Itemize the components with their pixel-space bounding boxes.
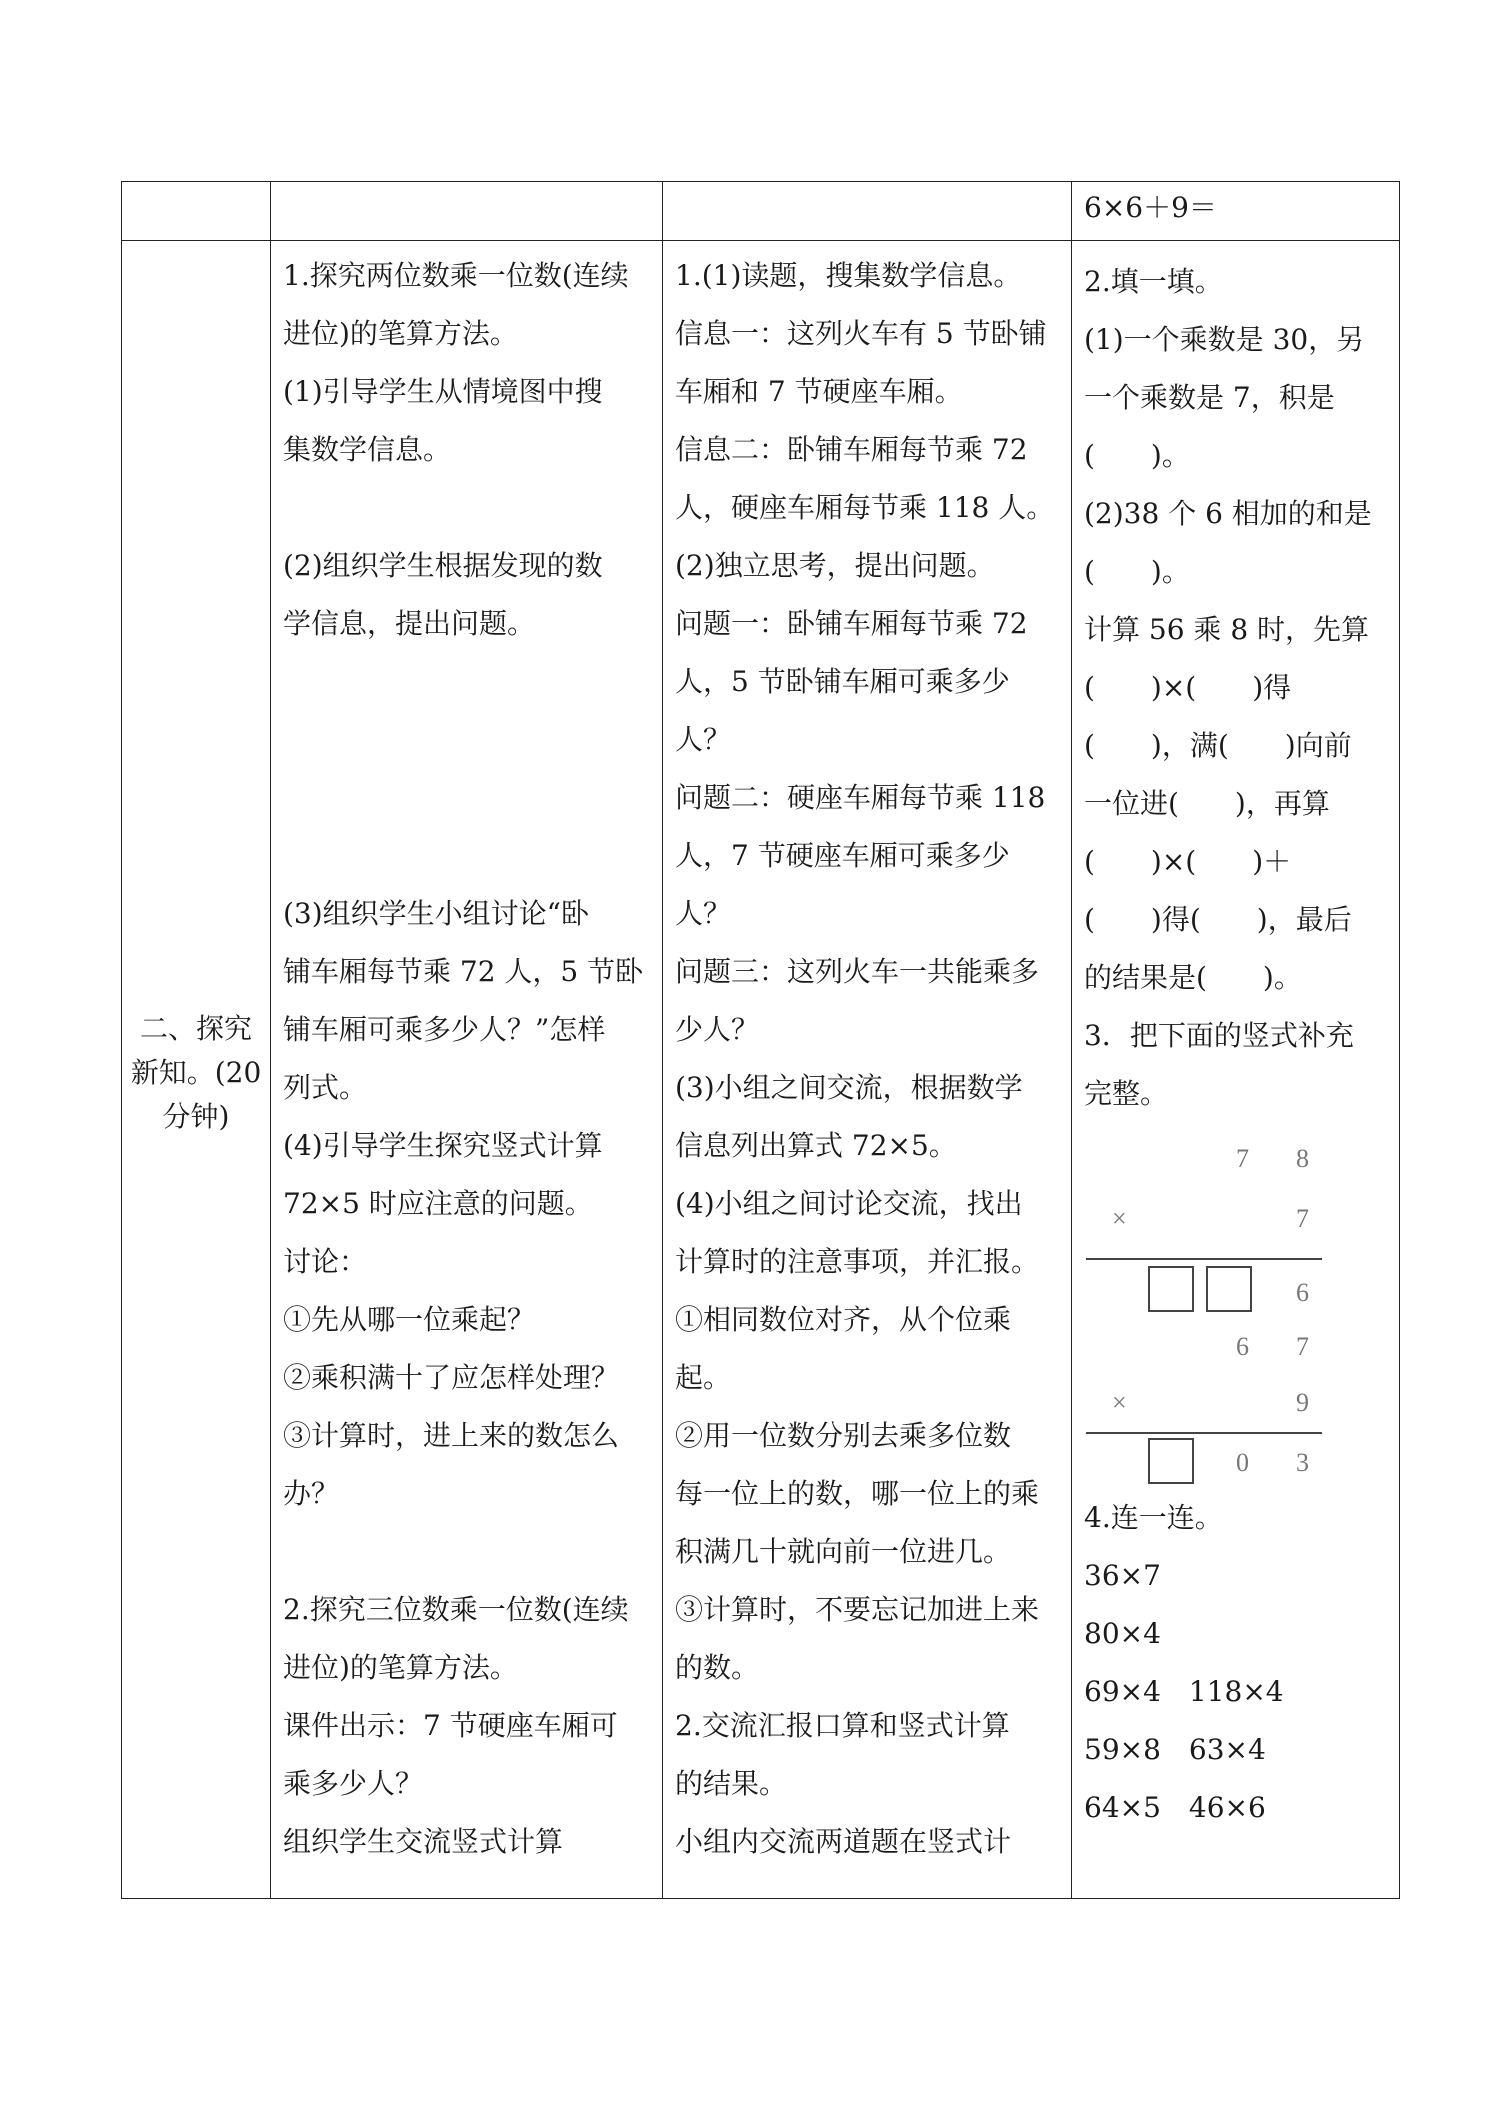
student-line: 起。 [675,1361,732,1394]
teacher-line: ③计算时，进上来的数怎么 [283,1419,620,1452]
student-line: 1.(1)读题，搜集数学信息。 [675,259,1022,292]
v2-digit: 6 [1236,1332,1249,1361]
student-line: 积满几十就向前一位进几。 [675,1535,1012,1568]
stage-cell [122,241,271,1899]
student-line: 2.交流汇报口算和竖式计算 [675,1709,1010,1742]
teacher-activity-cell [271,241,663,1899]
practice-line: 64×5 46×6 [1084,1791,1266,1824]
teacher-line: (4)引导学生探究竖式计算 [283,1129,603,1162]
student-line: 车厢和 7 节硬座车厢。 [675,375,963,408]
stage-line: 新知。(20 [130,1056,262,1089]
v2-op: × [1112,1388,1127,1417]
student-line: 信息列出算式 72×5。 [675,1129,957,1162]
stage-label [122,1007,270,1139]
teacher-line: 铺车厢可乘多少人？”怎样 [283,1013,606,1046]
table-row [122,241,1400,1899]
answer-box[interactable] [1207,1267,1251,1311]
student-line: 的数。 [675,1651,760,1684]
top-practice-cell [1072,182,1400,241]
practice-line: ( )。 [1084,439,1190,472]
student-line: (4)小组之间讨论交流，找出 [675,1187,1023,1220]
student-activity-cell [663,241,1072,1899]
v1-digit: 8 [1296,1144,1309,1173]
student-line: 小组内交流两道题在竖式计 [675,1825,1012,1858]
practice-line: (2)38 个 6 相加的和是 [1084,497,1372,530]
teacher-line: 组织学生交流竖式计算 [283,1825,564,1858]
practice-line: ( )×( )＋ [1084,845,1292,878]
teacher-line: 讨论： [283,1245,368,1278]
lesson-table [121,181,1400,1899]
teacher-line: ②乘积满十了应怎样处理？ [283,1361,620,1394]
practice-line: 计算 56 乘 8 时，先算 [1084,613,1370,646]
teacher-line: 办？ [283,1477,340,1510]
teacher-line: 乘多少人？ [283,1767,424,1800]
v1-op: × [1112,1204,1127,1233]
student-line: (3)小组之间交流，根据数学 [675,1071,1023,1104]
student-line: 人？ [675,897,732,930]
table-row [122,182,1400,241]
teacher-line: (2)组织学生根据发现的数 [283,549,603,582]
cell-empty [122,182,271,241]
teacher-line: (3)组织学生小组讨论“卧 [283,897,589,930]
v2-result-digit: 3 [1296,1448,1309,1477]
teacher-line: 学信息，提出问题。 [283,607,536,640]
student-line: 的结果。 [675,1767,788,1800]
practice-line: ( )×( )得 [1084,671,1292,704]
practice-line: 一位进( )，再算 [1084,787,1330,820]
teacher-line: 课件出示：7 节硬座车厢可 [283,1709,618,1742]
practice-line: 2.填一填。 [1084,265,1223,298]
student-line: 信息一：这列火车有 5 节卧铺 [675,317,1047,350]
teacher-line: 2.探究三位数乘一位数(连续 [283,1593,629,1626]
teacher-line: 72×5 时应注意的问题。 [283,1187,593,1220]
student-line: (2)独立思考，提出问题。 [675,549,995,582]
v2-digit: 7 [1296,1332,1309,1361]
student-line: 每一位上的数，哪一位上的乘 [675,1477,1040,1510]
practice-line: 4.连一连。 [1084,1501,1223,1534]
practice-line: (1)一个乘数是 30，另 [1084,323,1365,356]
student-line: 人，硬座车厢每节乘 118 人。 [675,491,1055,524]
student-line: 人？ [675,723,732,756]
student-line: 计算时的注意事项，并汇报。 [675,1245,1040,1278]
answer-box[interactable] [1149,1267,1193,1311]
practice-line: 的结果是( )。 [1084,961,1302,994]
student-line: 少人？ [675,1013,760,1046]
top-equation: 6×6＋9＝ [1084,191,1217,224]
teacher-line: 进位)的笔算方法。 [283,1651,518,1684]
practice-line: 80×4 [1084,1617,1161,1650]
cell-empty [271,182,663,241]
answer-box[interactable] [1149,1439,1193,1483]
v1-digit: 7 [1236,1144,1249,1173]
teacher-line: 铺车厢每节乘 72 人，5 节卧 [283,955,644,988]
v1-digit: 7 [1296,1204,1309,1233]
student-line: 人，7 节硬座车厢可乘多少 [675,839,1010,872]
student-line: 问题一：卧铺车厢每节乘 72 [675,607,1028,640]
teacher-line: 1.探究两位数乘一位数(连续 [283,259,629,292]
teacher-line: ①先从哪一位乘起？ [283,1303,536,1336]
student-line: 问题三：这列火车一共能乘多 [675,955,1040,988]
practice-line: 59×8 63×4 [1084,1733,1266,1766]
teacher-line: 列式。 [283,1071,368,1104]
student-line: ②用一位数分别去乘多位数 [675,1419,1012,1452]
v1-result: 6 [1296,1278,1309,1307]
student-line: ③计算时，不要忘记加进上来 [675,1593,1040,1626]
stage-line: 二、探究 [139,1012,252,1045]
practice-line: 69×4 118×4 [1084,1675,1284,1708]
vertical-calculations [1084,1123,1391,1477]
practice-line: ( )得( )，最后 [1084,903,1352,936]
cell-empty [663,182,1072,241]
practice-line: ( )，满( )向前 [1084,729,1352,762]
student-line: 信息二：卧铺车厢每节乘 72 [675,433,1028,466]
practice-line: 完整。 [1084,1077,1169,1110]
student-line: 问题二：硬座车厢每节乘 118 [675,781,1046,814]
stage-line: 分钟) [162,1100,230,1133]
practice-cell [1072,241,1400,1899]
practice-line: 36×7 [1084,1559,1161,1592]
student-line: ①相同数位对齐，从个位乘 [675,1303,1012,1336]
v2-digit: 9 [1296,1388,1309,1417]
practice-line: 3．把下面的竖式补充 [1084,1019,1354,1052]
teacher-line: 进位)的笔算方法。 [283,317,518,350]
student-line: 人，5 节卧铺车厢可乘多少 [675,665,1010,698]
teacher-line: (1)引导学生从情境图中搜 [283,375,603,408]
practice-line: ( )。 [1084,555,1190,588]
teacher-line: 集数学信息。 [283,433,452,466]
v2-result-digit: 0 [1236,1448,1249,1477]
practice-line: 一个乘数是 7，积是 [1084,381,1335,414]
